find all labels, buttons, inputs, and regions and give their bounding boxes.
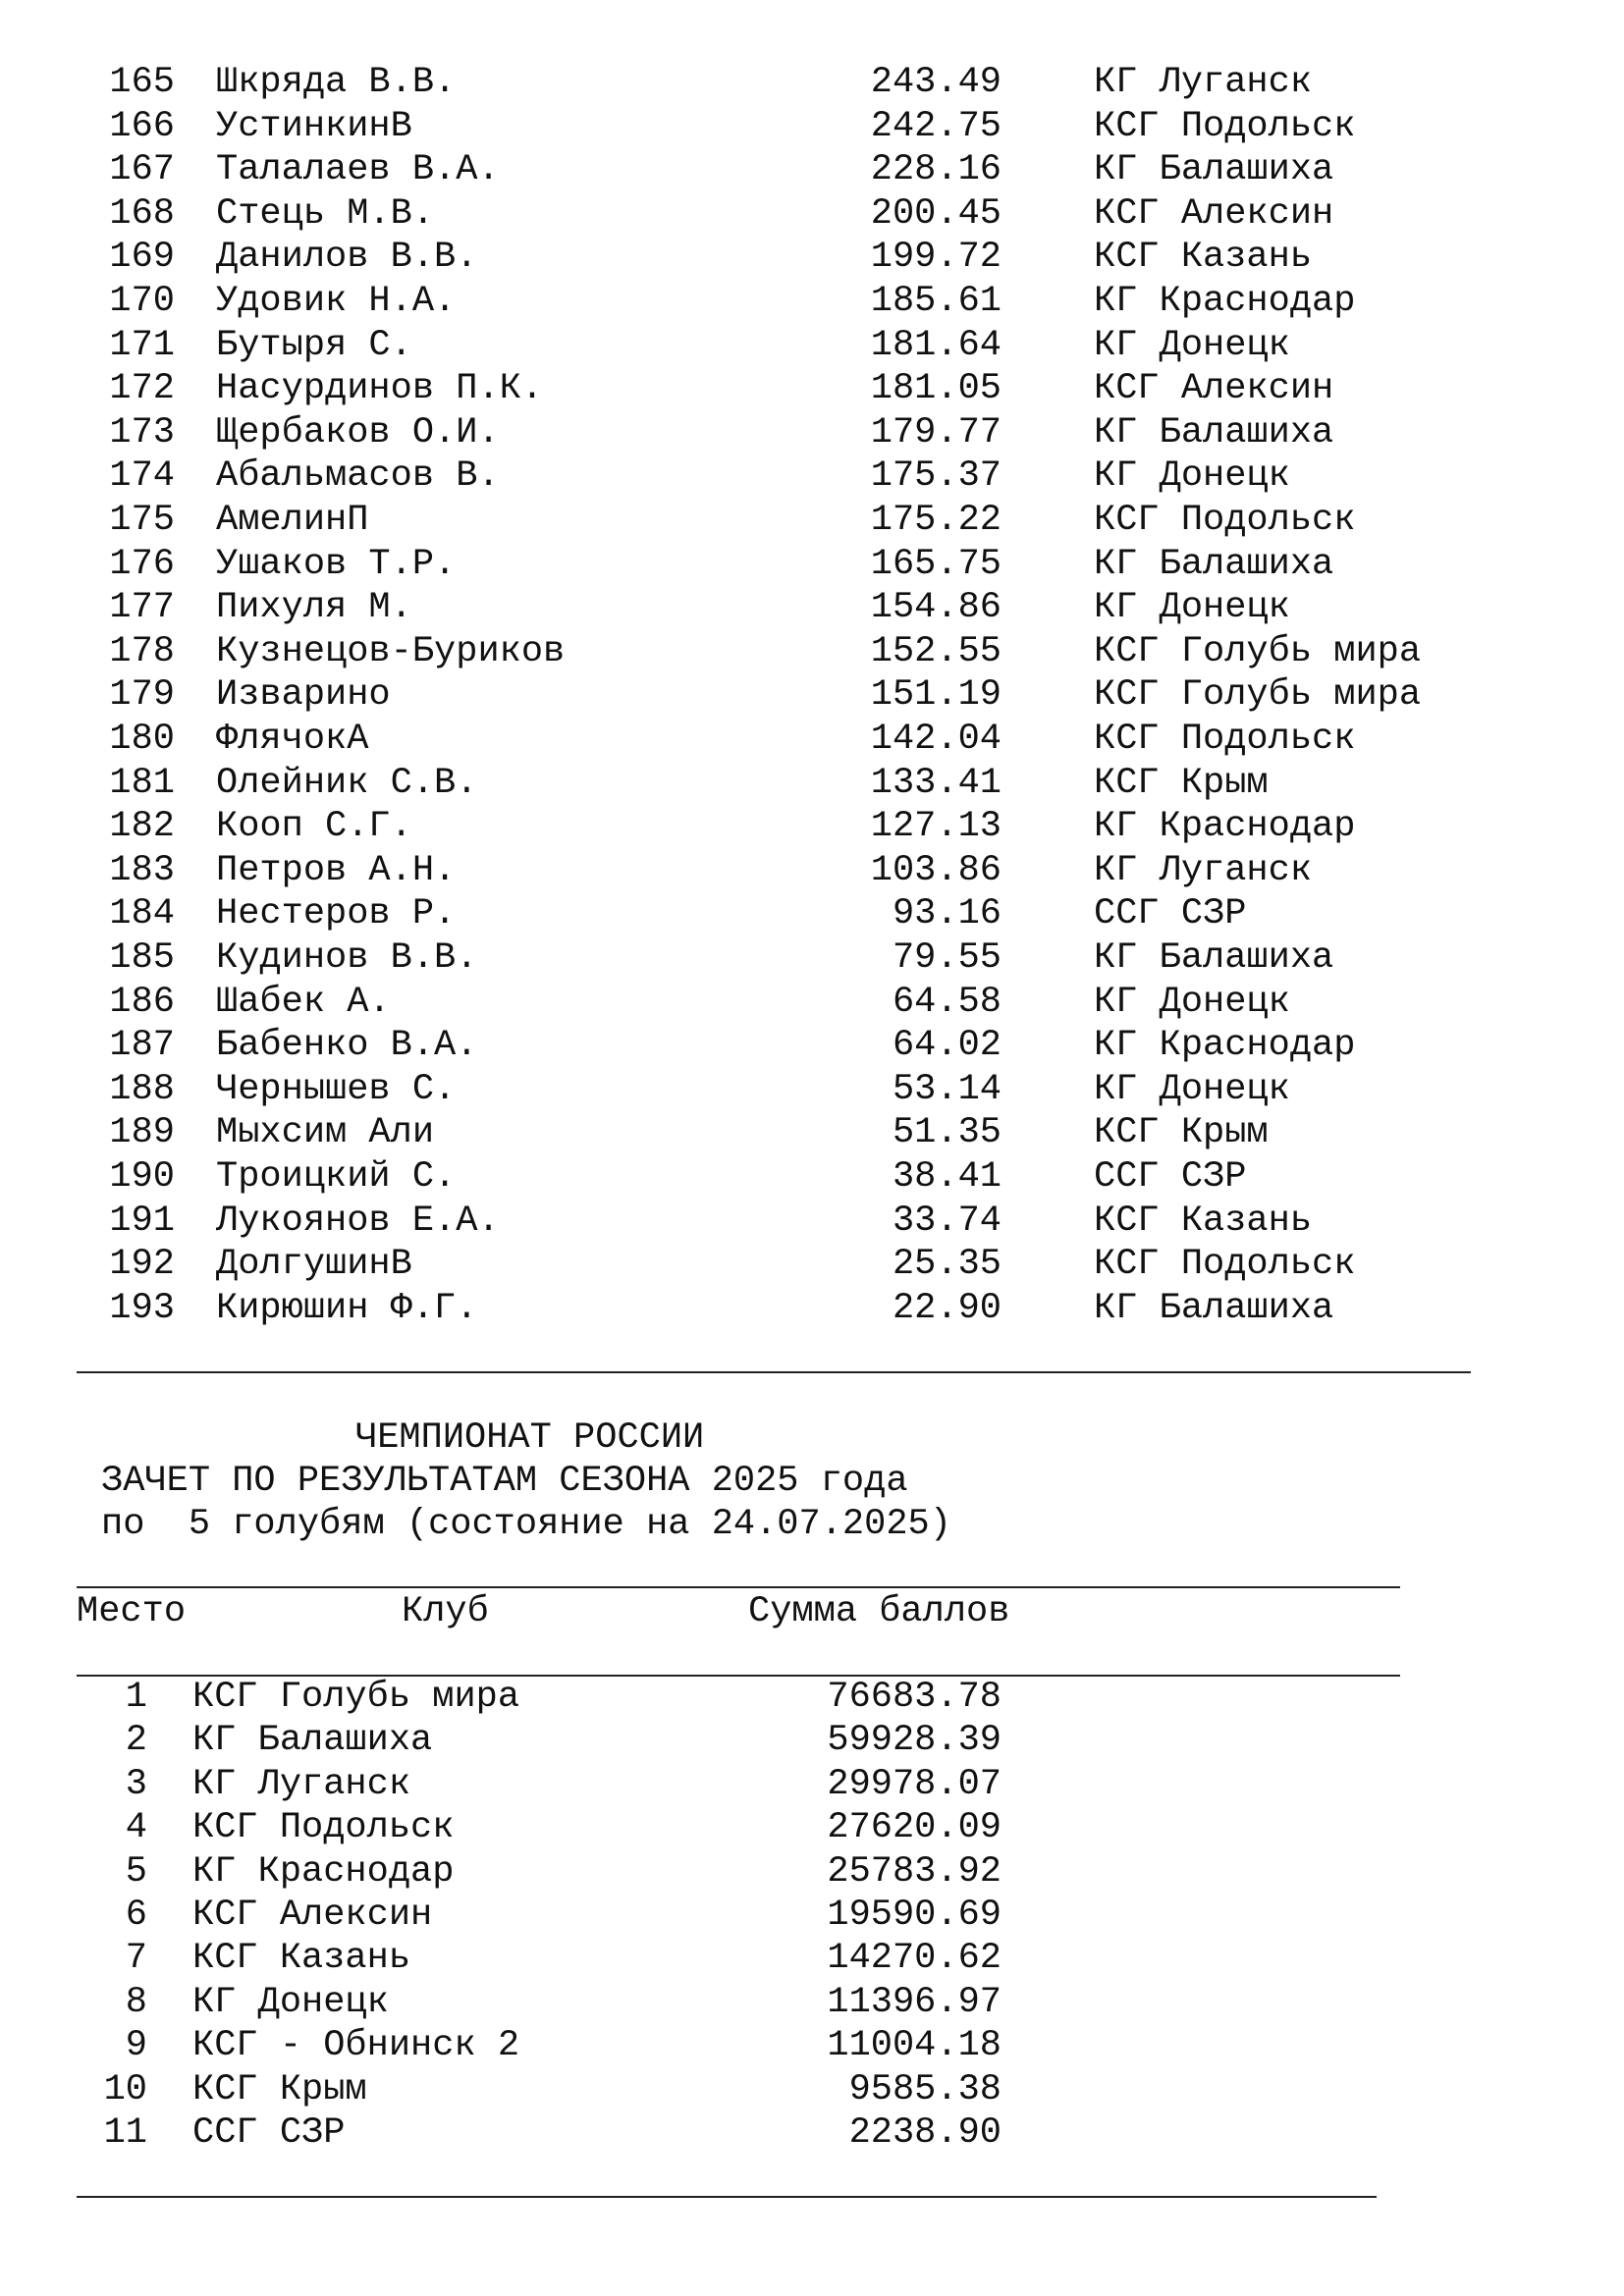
club-row xyxy=(0,2024,1624,2067)
pilot-score: 179.77 xyxy=(870,411,1001,454)
club-row xyxy=(0,1850,1624,1894)
pilot-row xyxy=(0,630,1624,673)
pilot-club: КСГ Крым xyxy=(1094,762,1269,804)
divider-rule-header-top xyxy=(77,1586,1400,1588)
pilot-row xyxy=(0,1287,1624,1330)
pilot-place: 192 xyxy=(109,1244,175,1286)
pilot-place: 178 xyxy=(109,630,175,672)
club-score: 76683.78 xyxy=(827,1677,1001,1718)
pilot-place: 167 xyxy=(109,149,175,191)
club-row xyxy=(0,1763,1624,1806)
pilot-club: КГ Балашиха xyxy=(1094,411,1334,454)
pilot-score: 127.13 xyxy=(870,806,1001,848)
pilot-row xyxy=(0,1111,1624,1154)
pilot-score: 38.41 xyxy=(892,1156,1001,1198)
championship-title: ЧЕМПИОНАТ РОССИИ xyxy=(355,1417,705,1459)
pilot-club: КГ Донецк xyxy=(1094,981,1290,1023)
pilot-place: 187 xyxy=(109,1025,175,1067)
club-score: 11004.18 xyxy=(827,2025,1001,2067)
pilot-club: КГ Луганск xyxy=(1094,62,1313,103)
club-name: КСГ Голубь мира xyxy=(192,1677,520,1718)
pilot-row xyxy=(0,936,1624,980)
pilot-club: КГ Луганск xyxy=(1094,849,1313,891)
pilot-place: 165 xyxy=(109,62,175,103)
pilot-row xyxy=(0,762,1624,805)
pilot-row xyxy=(0,1155,1624,1199)
pilot-club: ССГ СЗР xyxy=(1094,1156,1247,1198)
club-row xyxy=(0,2111,1624,2155)
pilot-name: АмелинП xyxy=(216,500,369,541)
pilot-place: 189 xyxy=(109,1112,175,1154)
pilot-name: ДолгушинВ xyxy=(216,1244,412,1286)
pilot-score: 151.19 xyxy=(870,674,1001,717)
pilot-score: 175.22 xyxy=(870,500,1001,541)
club-name: КСГ Казань xyxy=(192,1938,411,1980)
pilot-name: Изварино xyxy=(216,674,391,717)
pilot-score: 103.86 xyxy=(870,849,1001,891)
pilot-name: Кудинов В.В. xyxy=(216,937,478,979)
pilot-row xyxy=(0,324,1624,367)
club-place: 10 xyxy=(103,2068,147,2110)
pilot-place: 193 xyxy=(109,1287,175,1329)
pilot-place: 169 xyxy=(109,237,175,279)
column-header-club: Клуб xyxy=(402,1591,489,1632)
pilot-score: 64.58 xyxy=(892,981,1001,1023)
pilot-place: 182 xyxy=(109,806,175,848)
pilot-club: КСГ Подольск xyxy=(1094,105,1356,147)
club-name: КСГ Подольск xyxy=(192,1807,455,1849)
pilot-score: 79.55 xyxy=(892,937,1001,979)
pilot-club: КГ Донецк xyxy=(1094,455,1290,498)
club-place: 2 xyxy=(125,1720,147,1762)
pilot-club: КСГ Казань xyxy=(1094,237,1313,279)
pilot-place: 168 xyxy=(109,192,175,235)
pilot-score: 181.64 xyxy=(870,324,1001,366)
club-score: 59928.39 xyxy=(827,1720,1001,1762)
club-place: 9 xyxy=(125,2025,147,2067)
pilot-club: КГ Балашиха xyxy=(1094,149,1334,191)
club-score: 19590.69 xyxy=(827,1895,1001,1936)
pilot-place: 188 xyxy=(109,1068,175,1110)
pilot-place: 172 xyxy=(109,368,175,410)
club-row xyxy=(0,2068,1624,2111)
club-score: 27620.09 xyxy=(827,1807,1001,1849)
pilot-place: 179 xyxy=(109,674,175,717)
pilot-score: 64.02 xyxy=(892,1025,1001,1067)
pilot-row xyxy=(0,148,1624,191)
pilot-row xyxy=(0,1243,1624,1286)
club-score: 25783.92 xyxy=(827,1850,1001,1893)
pilot-club: КГ Краснодар xyxy=(1094,1025,1356,1067)
club-name: КСГ Алексин xyxy=(192,1895,433,1936)
pilot-club: КСГ Подольск xyxy=(1094,500,1356,541)
pilot-score: 228.16 xyxy=(870,149,1001,191)
pilot-name: УстинкинВ xyxy=(216,105,412,147)
club-place: 7 xyxy=(125,1938,147,1980)
pilot-score: 165.75 xyxy=(870,543,1001,585)
pilot-club: КГ Донецк xyxy=(1094,587,1290,629)
pilot-row xyxy=(0,105,1624,148)
pilot-score: 142.04 xyxy=(870,719,1001,760)
pilot-name: Нестеров Р. xyxy=(216,893,457,935)
pilot-place: 166 xyxy=(109,105,175,147)
pilot-club: КСГ Голубь мира xyxy=(1094,674,1422,717)
pilot-name: Кооп С.Г. xyxy=(216,806,412,848)
pilot-score: 242.75 xyxy=(870,105,1001,147)
club-name: КГ Донецк xyxy=(192,1981,389,2023)
pilot-row xyxy=(0,1024,1624,1067)
pilot-club: КГ Донецк xyxy=(1094,1068,1290,1110)
pilot-row xyxy=(0,1200,1624,1243)
pilot-club: КГ Краснодар xyxy=(1094,806,1356,848)
club-row xyxy=(0,1894,1624,1937)
pilot-club: КГ Балашиха xyxy=(1094,1287,1334,1329)
pilot-name: Абальмасов В. xyxy=(216,455,500,498)
pilot-place: 173 xyxy=(109,411,175,454)
pilot-row xyxy=(0,454,1624,498)
pilot-score: 25.35 xyxy=(892,1244,1001,1286)
pilot-club: КСГ Алексин xyxy=(1094,368,1334,410)
pilot-row xyxy=(0,280,1624,323)
club-score: 29978.07 xyxy=(827,1763,1001,1805)
season-subtitle: ЗАЧЕТ ПО РЕЗУЛЬТАТАМ СЕЗОНА 2025 года xyxy=(101,1461,908,1502)
pilot-row xyxy=(0,192,1624,236)
pilot-score: 22.90 xyxy=(892,1287,1001,1329)
club-place: 6 xyxy=(125,1895,147,1936)
pilot-club: КГ Краснодар xyxy=(1094,281,1356,322)
column-header-score: Сумма баллов xyxy=(748,1591,1010,1632)
pilot-name: Петров А.Н. xyxy=(216,849,457,891)
pilot-club: КСГ Голубь мира xyxy=(1094,630,1422,672)
club-place: 1 xyxy=(125,1677,147,1718)
pilot-row xyxy=(0,367,1624,410)
pilot-row xyxy=(0,586,1624,629)
pilot-club: КГ Балашиха xyxy=(1094,543,1334,585)
club-name: КГ Луганск xyxy=(192,1763,411,1805)
pilot-place: 181 xyxy=(109,762,175,804)
pilot-name: Троицкий С. xyxy=(216,1156,457,1198)
pilot-place: 190 xyxy=(109,1156,175,1198)
pilot-name: Мыхсим Али xyxy=(216,1112,435,1154)
pilot-row xyxy=(0,981,1624,1024)
pilot-place: 183 xyxy=(109,849,175,891)
club-row xyxy=(0,1981,1624,2024)
pilot-club: КСГ Казань xyxy=(1094,1200,1313,1242)
pilot-name: Бутыря С. xyxy=(216,324,412,366)
club-place: 3 xyxy=(125,1763,147,1805)
pilot-name: Щербаков О.И. xyxy=(216,411,500,454)
club-place: 8 xyxy=(125,1981,147,2023)
pilot-place: 186 xyxy=(109,981,175,1023)
pilot-score: 51.35 xyxy=(892,1112,1001,1154)
pilot-club: КСГ Подольск xyxy=(1094,1244,1356,1286)
club-score: 2238.90 xyxy=(848,2112,1001,2154)
pilot-name: Ушаков Т.Р. xyxy=(216,543,457,585)
pilot-name: Кузнецов-Буриков xyxy=(216,630,566,672)
club-name: ССГ СЗР xyxy=(192,2112,346,2154)
pilot-name: Данилов В.В. xyxy=(216,237,478,279)
pilot-score: 200.45 xyxy=(870,192,1001,235)
pilot-club: КГ Балашиха xyxy=(1094,937,1334,979)
pilot-place: 177 xyxy=(109,587,175,629)
club-row xyxy=(0,1806,1624,1849)
pilot-name: Стець М.В. xyxy=(216,192,435,235)
pilot-name: Бабенко В.А. xyxy=(216,1025,478,1067)
birds-status-subtitle: по 5 голубям (состояние на 24.07.2025) xyxy=(101,1504,951,1545)
club-place: 11 xyxy=(103,2112,147,2154)
pilot-score: 243.49 xyxy=(870,62,1001,103)
pilot-row xyxy=(0,411,1624,454)
pilot-score: 154.86 xyxy=(870,587,1001,629)
pilot-score: 93.16 xyxy=(892,893,1001,935)
club-name: КГ Балашиха xyxy=(192,1720,433,1762)
pilot-score: 133.41 xyxy=(870,762,1001,804)
divider-rule-bottom xyxy=(77,2196,1377,2198)
pilot-place: 185 xyxy=(109,937,175,979)
pilot-name: ФлячокА xyxy=(216,719,369,760)
divider-rule-top xyxy=(77,1371,1471,1373)
club-row xyxy=(0,1937,1624,1980)
pilot-place: 180 xyxy=(109,719,175,760)
column-header-place: Место xyxy=(77,1591,187,1632)
club-score: 11396.97 xyxy=(827,1981,1001,2023)
pilot-name: Талалаев В.А. xyxy=(216,149,500,191)
pilot-place: 184 xyxy=(109,893,175,935)
pilot-name: Насурдинов П.К. xyxy=(216,368,544,410)
pilot-row xyxy=(0,892,1624,935)
pilot-score: 185.61 xyxy=(870,281,1001,322)
pilot-row xyxy=(0,499,1624,542)
pilot-row xyxy=(0,718,1624,761)
pilot-name: Шабек А. xyxy=(216,981,391,1023)
club-score: 9585.38 xyxy=(848,2068,1001,2110)
club-score: 14270.62 xyxy=(827,1938,1001,1980)
pilot-club: ССГ СЗР xyxy=(1094,893,1247,935)
pilot-place: 176 xyxy=(109,543,175,585)
pilot-place: 174 xyxy=(109,455,175,498)
pilot-row xyxy=(0,849,1624,892)
pilot-place: 175 xyxy=(109,500,175,541)
club-place: 4 xyxy=(125,1807,147,1849)
pilot-name: Чернышев С. xyxy=(216,1068,457,1110)
pilot-place: 171 xyxy=(109,324,175,366)
pilot-place: 191 xyxy=(109,1200,175,1242)
pilot-club: КСГ Подольск xyxy=(1094,719,1356,760)
club-name: КГ Краснодар xyxy=(192,1850,455,1893)
pilot-row xyxy=(0,673,1624,717)
pilot-row xyxy=(0,1068,1624,1111)
pilot-score: 175.37 xyxy=(870,455,1001,498)
pilot-name: Шкряда В.В. xyxy=(216,62,457,103)
pilot-score: 53.14 xyxy=(892,1068,1001,1110)
pilot-name: Лукоянов Е.А. xyxy=(216,1200,500,1242)
pilot-name: Олейник С.В. xyxy=(216,762,478,804)
pilot-name: Пихуля М. xyxy=(216,587,412,629)
pilot-row xyxy=(0,805,1624,848)
pilot-row xyxy=(0,61,1624,104)
pilot-name: Кирюшин Ф.Г. xyxy=(216,1287,478,1329)
club-row xyxy=(0,1676,1624,1719)
club-name: КСГ Крым xyxy=(192,2068,367,2110)
club-place: 5 xyxy=(125,1850,147,1893)
pilot-score: 33.74 xyxy=(892,1200,1001,1242)
pilot-score: 199.72 xyxy=(870,237,1001,279)
pilot-club: КСГ Алексин xyxy=(1094,192,1334,235)
pilot-club: КГ Донецк xyxy=(1094,324,1290,366)
pilot-club: КСГ Крым xyxy=(1094,1112,1269,1154)
pilot-name: Удовик Н.А. xyxy=(216,281,457,322)
pilot-row xyxy=(0,236,1624,279)
pilot-row xyxy=(0,543,1624,586)
club-row xyxy=(0,1719,1624,1762)
pilot-score: 152.55 xyxy=(870,630,1001,672)
pilot-place: 170 xyxy=(109,281,175,322)
club-name: КСГ - Обнинск 2 xyxy=(192,2025,520,2067)
pilot-score: 181.05 xyxy=(870,368,1001,410)
